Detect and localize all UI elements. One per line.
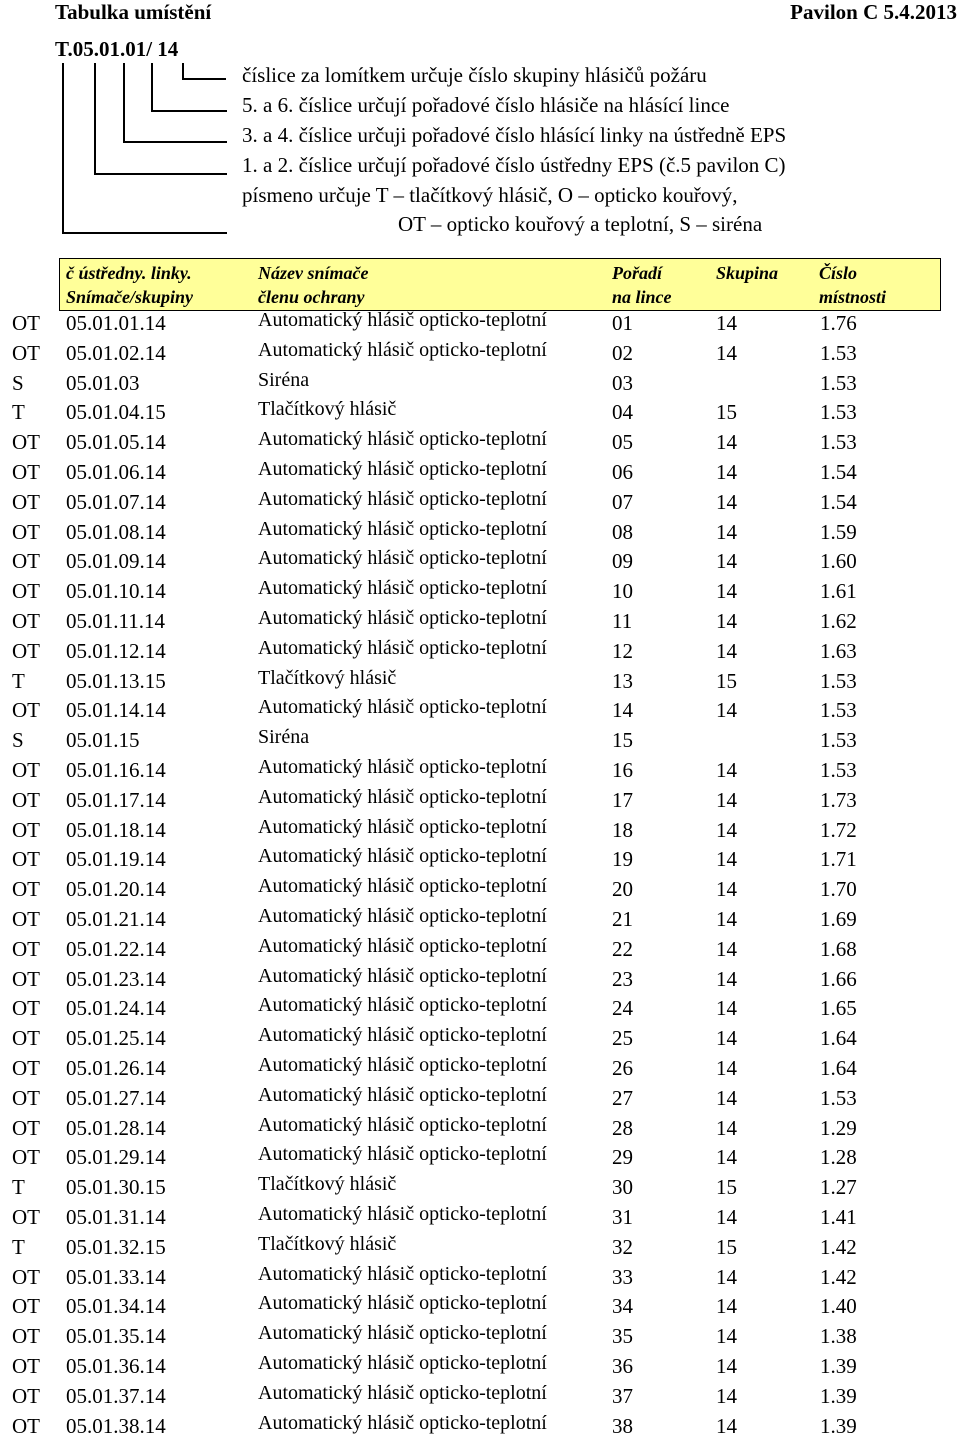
row-group: 14 — [716, 609, 737, 633]
row-room: 1.39 — [820, 1354, 857, 1378]
row-room: 1.53 — [820, 668, 857, 693]
row-name: Automatický hlásič opticko-teplotní — [258, 547, 547, 570]
row-room: 1.27 — [820, 1175, 857, 1200]
row-name: Automatický hlásič opticko-teplotní — [258, 309, 547, 331]
row-room: 1.63 — [820, 638, 857, 663]
row-type: T — [12, 1234, 25, 1259]
table-row — [0, 786, 960, 816]
bracket-line — [151, 110, 227, 112]
table-row — [0, 607, 960, 637]
row-room: 1.53 — [820, 698, 857, 723]
row-name: Automatický hlásič opticko-teplotní — [258, 1292, 547, 1315]
header-code-line1: č ústředny. linky. — [66, 263, 192, 283]
row-room: 1.39 — [820, 1413, 857, 1438]
row-order: 07 — [612, 489, 633, 514]
row-code: 05.01.15 — [66, 728, 140, 753]
row-type: OT — [12, 1056, 40, 1080]
row-name: Siréna — [258, 726, 310, 749]
row-order: 31 — [612, 1205, 633, 1229]
row-name: Automatický hlásič opticko-teplotní — [258, 845, 547, 868]
row-order: 11 — [612, 609, 633, 633]
row-name: Automatický hlásič opticko-teplotní — [258, 1411, 547, 1434]
legend-line: číslice za lomítkem určuje číslo skupiny hlásičů požáru — [242, 63, 707, 87]
document-title: Tabulka umístění — [55, 0, 212, 24]
table-row — [0, 1412, 960, 1442]
row-order: 35 — [612, 1324, 633, 1349]
row-name: Automatický hlásič opticko-teplotní — [258, 1262, 547, 1285]
table-row — [0, 935, 960, 965]
row-type: OT — [12, 1264, 40, 1289]
row-code: 05.01.28.14 — [66, 1115, 166, 1140]
row-group: 14 — [716, 638, 737, 663]
row-code: 05.01.32.15 — [66, 1234, 166, 1259]
table-row — [0, 1292, 960, 1322]
row-name: Automatický hlásič opticko-teplotní — [258, 785, 547, 808]
row-type: OT — [12, 966, 40, 991]
row-type: OT — [12, 579, 40, 604]
row-room: 1.73 — [820, 787, 857, 812]
row-code: 05.01.29.14 — [66, 1145, 166, 1170]
row-code: 05.01.04.15 — [66, 400, 166, 425]
row-order: 24 — [612, 996, 633, 1021]
row-type: OT — [12, 549, 40, 574]
table-row — [0, 1352, 960, 1382]
row-group: 14 — [716, 996, 737, 1021]
table-row — [0, 1173, 960, 1203]
row-group: 14 — [716, 1383, 737, 1408]
row-order: 10 — [612, 579, 633, 604]
row-name: Tlačítkový hlásič — [258, 666, 397, 689]
row-room: 1.53 — [820, 430, 857, 455]
row-code: 05.01.16.14 — [66, 758, 166, 782]
header-order-line2: na lince — [612, 287, 672, 307]
row-code: 05.01.19.14 — [66, 847, 166, 872]
row-room: 1.60 — [820, 549, 857, 574]
table-row — [0, 1084, 960, 1114]
row-code: 05.01.06.14 — [66, 460, 166, 484]
row-name: Automatický hlásič opticko-teplotní — [258, 517, 547, 540]
row-order: 17 — [612, 787, 633, 812]
row-room: 1.42 — [820, 1234, 857, 1259]
row-order: 08 — [612, 519, 633, 544]
row-order: 21 — [612, 907, 633, 931]
row-group: 14 — [716, 1085, 737, 1110]
row-type: OT — [12, 638, 40, 663]
row-code: 05.01.12.14 — [66, 638, 166, 663]
row-room: 1.54 — [820, 460, 857, 484]
bracket-line — [62, 232, 227, 234]
bracket-line — [123, 141, 227, 143]
row-code: 05.01.38.14 — [66, 1413, 166, 1438]
row-room: 1.68 — [820, 936, 857, 961]
row-group: 14 — [716, 1294, 737, 1319]
row-name: Automatický hlásič opticko-teplotní — [258, 1083, 547, 1106]
row-name: Automatický hlásič opticko-teplotní — [258, 994, 547, 1017]
row-type: T — [12, 1175, 25, 1200]
row-type: OT — [12, 877, 40, 902]
table-row — [0, 1024, 960, 1054]
row-name: Automatický hlásič opticko-teplotní — [258, 1143, 547, 1166]
row-type: OT — [12, 1115, 40, 1140]
row-group: 14 — [716, 340, 737, 365]
row-group: 14 — [716, 817, 737, 842]
table-row — [0, 875, 960, 905]
row-order: 01 — [612, 311, 633, 335]
row-code: 05.01.08.14 — [66, 519, 166, 544]
row-order: 22 — [612, 936, 633, 961]
row-order: 27 — [612, 1085, 633, 1110]
row-code: 05.01.03 — [66, 370, 140, 395]
row-group: 14 — [716, 1145, 737, 1170]
row-room: 1.54 — [820, 489, 857, 514]
row-name: Automatický hlásič opticko-teplotní — [258, 428, 547, 451]
table-row — [0, 309, 960, 339]
row-room: 1.65 — [820, 996, 857, 1021]
row-group: 14 — [716, 1354, 737, 1378]
row-name: Tlačítkový hlásič — [258, 398, 397, 421]
row-order: 36 — [612, 1354, 633, 1378]
bracket-line — [62, 63, 64, 234]
row-order: 20 — [612, 877, 633, 902]
row-name: Automatický hlásič opticko-teplotní — [258, 1113, 547, 1136]
row-type: OT — [12, 698, 40, 723]
row-name: Automatický hlásič opticko-teplotní — [258, 487, 547, 510]
row-code: 05.01.09.14 — [66, 549, 166, 574]
row-room: 1.53 — [820, 400, 857, 425]
row-room: 1.39 — [820, 1383, 857, 1408]
row-room: 1.41 — [820, 1205, 857, 1229]
row-code: 05.01.36.14 — [66, 1354, 166, 1378]
row-type: T — [12, 668, 25, 693]
table-row — [0, 1382, 960, 1412]
row-order: 14 — [612, 698, 633, 723]
row-room: 1.53 — [820, 758, 857, 782]
row-group: 14 — [716, 877, 737, 902]
row-order: 05 — [612, 430, 633, 455]
table-row — [0, 1203, 960, 1233]
row-type: OT — [12, 1026, 40, 1051]
row-group: 15 — [716, 400, 737, 425]
row-name: Siréna — [258, 368, 310, 391]
row-name: Automatický hlásič opticko-teplotní — [258, 875, 547, 898]
row-room: 1.40 — [820, 1294, 857, 1319]
table-row — [0, 816, 960, 846]
row-code: 05.01.27.14 — [66, 1085, 166, 1110]
row-order: 18 — [612, 817, 633, 842]
row-type: OT — [12, 1145, 40, 1170]
row-group: 14 — [716, 311, 737, 335]
row-order: 23 — [612, 966, 633, 991]
row-order: 09 — [612, 549, 633, 574]
row-order: 34 — [612, 1294, 633, 1319]
legend-line: OT – opticko kouřový a teplotní, S – siréna — [398, 212, 763, 236]
row-order: 19 — [612, 847, 633, 872]
row-group: 14 — [716, 1026, 737, 1051]
table-header — [59, 258, 941, 311]
row-room: 1.42 — [820, 1264, 857, 1289]
row-code: 05.01.07.14 — [66, 489, 166, 514]
row-code: 05.01.35.14 — [66, 1324, 166, 1349]
row-group: 14 — [716, 758, 737, 782]
row-type: OT — [12, 1085, 40, 1110]
row-room: 1.69 — [820, 907, 857, 931]
row-room: 1.71 — [820, 847, 857, 872]
bracket-line — [123, 63, 125, 143]
table-row — [0, 398, 960, 428]
table-row — [0, 369, 960, 399]
row-name: Automatický hlásič opticko-teplotní — [258, 1024, 547, 1047]
row-name: Automatický hlásič opticko-teplotní — [258, 458, 547, 480]
row-room: 1.53 — [820, 1085, 857, 1110]
row-name: Automatický hlásič opticko-teplotní — [258, 338, 547, 361]
row-name: Tlačítkový hlásič — [258, 1232, 397, 1255]
row-group: 14 — [716, 1324, 737, 1349]
row-type: OT — [12, 787, 40, 812]
row-code: 05.01.22.14 — [66, 936, 166, 961]
row-order: 32 — [612, 1234, 633, 1259]
row-group: 15 — [716, 1234, 737, 1259]
row-type: OT — [12, 1324, 40, 1349]
row-type: OT — [12, 1383, 40, 1408]
table-row — [0, 965, 960, 995]
row-group: 14 — [716, 460, 737, 484]
row-type: OT — [12, 1413, 40, 1438]
table-row — [0, 1114, 960, 1144]
table-row — [0, 637, 960, 667]
bracket-line — [151, 63, 153, 112]
row-type: OT — [12, 817, 40, 842]
row-type: OT — [12, 340, 40, 365]
header-code-line2: Snímače/skupiny — [66, 287, 194, 307]
row-room: 1.72 — [820, 817, 857, 842]
row-code: 05.01.30.15 — [66, 1175, 166, 1200]
row-type: OT — [12, 489, 40, 514]
row-order: 33 — [612, 1264, 633, 1289]
row-type: OT — [12, 1294, 40, 1319]
row-room: 1.53 — [820, 370, 857, 395]
row-type: OT — [12, 996, 40, 1021]
row-type: OT — [12, 847, 40, 872]
row-order: 06 — [612, 460, 633, 484]
row-code: 05.01.10.14 — [66, 579, 166, 604]
row-name: Automatický hlásič opticko-teplotní — [258, 905, 547, 927]
row-code: 05.01.25.14 — [66, 1026, 166, 1051]
row-type: OT — [12, 1205, 40, 1229]
row-type: OT — [12, 311, 40, 335]
row-code: 05.01.17.14 — [66, 787, 166, 812]
row-group: 14 — [716, 698, 737, 723]
row-name: Automatický hlásič opticko-teplotní — [258, 815, 547, 838]
row-order: 13 — [612, 668, 633, 693]
row-group: 14 — [716, 847, 737, 872]
row-name: Automatický hlásič opticko-teplotní — [258, 607, 547, 629]
header-room-line2: místnosti — [819, 287, 887, 307]
row-name: Automatický hlásič opticko-teplotní — [258, 577, 547, 600]
table-row — [0, 726, 960, 756]
row-code: 05.01.05.14 — [66, 430, 166, 455]
code-format-title: T.05.01.01/ 14 — [55, 37, 179, 61]
table-row — [0, 905, 960, 935]
row-group: 14 — [716, 966, 737, 991]
table-row — [0, 1233, 960, 1263]
document-subtitle: Pavilon C 5.4.2013 — [790, 0, 957, 24]
header-group: Skupina — [716, 263, 779, 283]
table-row — [0, 696, 960, 726]
row-order: 12 — [612, 638, 633, 663]
row-room: 1.53 — [820, 340, 857, 365]
row-group: 14 — [716, 936, 737, 961]
row-name: Automatický hlásič opticko-teplotní — [258, 934, 547, 957]
header-order-line1: Pořadí — [612, 263, 663, 283]
row-group: 15 — [716, 668, 737, 693]
row-order: 28 — [612, 1115, 633, 1140]
row-type: OT — [12, 1354, 40, 1378]
row-name: Automatický hlásič opticko-teplotní — [258, 636, 547, 659]
row-type: T — [12, 400, 25, 425]
row-type: S — [12, 370, 24, 395]
row-room: 1.64 — [820, 1026, 857, 1051]
row-name: Automatický hlásič opticko-teplotní — [258, 696, 547, 719]
row-room: 1.70 — [820, 877, 857, 902]
header-room-line1: Číslo — [819, 263, 858, 283]
row-order: 25 — [612, 1026, 633, 1051]
legend-line: 3. a 4. číslice určuji pořadové číslo hlásící linky na ústředně EPS — [242, 123, 787, 147]
row-group: 14 — [716, 430, 737, 455]
table-row — [0, 458, 960, 488]
row-name: Automatický hlásič opticko-teplotní — [258, 1322, 547, 1345]
row-order: 04 — [612, 400, 633, 425]
row-group: 14 — [716, 1413, 737, 1438]
row-room: 1.76 — [820, 311, 857, 335]
row-room: 1.62 — [820, 609, 857, 633]
row-type: OT — [12, 936, 40, 961]
table-row — [0, 667, 960, 697]
row-type: OT — [12, 907, 40, 931]
row-code: 05.01.26.14 — [66, 1056, 166, 1080]
row-order: 26 — [612, 1056, 633, 1080]
header-name-line2: členu ochrany — [258, 287, 365, 307]
row-group: 14 — [716, 1115, 737, 1140]
row-code: 05.01.31.14 — [66, 1205, 166, 1229]
row-code: 05.01.34.14 — [66, 1294, 166, 1319]
table-row — [0, 994, 960, 1024]
row-order: 30 — [612, 1175, 633, 1200]
row-type: OT — [12, 609, 40, 633]
row-group: 15 — [716, 1175, 737, 1200]
table-row — [0, 1143, 960, 1173]
legend-line: 5. a 6. číslice určují pořadové číslo hlásiče na hlásící lince — [242, 93, 730, 117]
row-code: 05.01.02.14 — [66, 340, 166, 365]
legend-line: písmeno určuje T – tlačítkový hlásič, O – opticko kouřový, — [242, 183, 738, 207]
row-room: 1.66 — [820, 966, 857, 991]
row-order: 15 — [612, 728, 633, 753]
row-type: OT — [12, 460, 40, 484]
table-row — [0, 339, 960, 369]
row-code: 05.01.13.15 — [66, 668, 166, 693]
row-code: 05.01.18.14 — [66, 817, 166, 842]
row-group: 14 — [716, 549, 737, 574]
header-name-line1: Název snímače — [258, 263, 369, 283]
table-row — [0, 1263, 960, 1293]
table-row — [0, 756, 960, 786]
row-type: OT — [12, 519, 40, 544]
row-code: 05.01.23.14 — [66, 966, 166, 991]
row-code: 05.01.01.14 — [66, 311, 166, 335]
table-row — [0, 845, 960, 875]
row-code: 05.01.14.14 — [66, 698, 166, 723]
row-group: 14 — [716, 1264, 737, 1289]
row-code: 05.01.11.14 — [66, 609, 165, 633]
table-row — [0, 1054, 960, 1084]
row-order: 02 — [612, 340, 633, 365]
row-name: Automatický hlásič opticko-teplotní — [258, 964, 547, 987]
row-group: 14 — [716, 787, 737, 812]
bracket-line — [94, 63, 96, 175]
row-name: Automatický hlásič opticko-teplotní — [258, 756, 547, 778]
row-order: 37 — [612, 1383, 633, 1408]
row-group: 14 — [716, 489, 737, 514]
row-code: 05.01.24.14 — [66, 996, 166, 1021]
row-room: 1.59 — [820, 519, 857, 544]
row-order: 38 — [612, 1413, 633, 1438]
row-order: 29 — [612, 1145, 633, 1170]
bracket-line — [182, 78, 226, 80]
row-group: 14 — [716, 579, 737, 604]
table-row — [0, 488, 960, 518]
row-type: S — [12, 728, 24, 753]
row-room: 1.28 — [820, 1145, 857, 1170]
table-row — [0, 1322, 960, 1352]
row-room: 1.38 — [820, 1324, 857, 1349]
legend-line: 1. a 2. číslice určují pořadové číslo ústředny EPS (č.5 pavilon C) — [242, 153, 786, 177]
row-name: Tlačítkový hlásič — [258, 1173, 397, 1196]
row-name: Automatický hlásič opticko-teplotní — [258, 1352, 547, 1374]
row-type: OT — [12, 430, 40, 455]
row-code: 05.01.37.14 — [66, 1383, 166, 1408]
row-order: 16 — [612, 758, 633, 782]
bracket-line — [94, 173, 227, 175]
row-group: 14 — [716, 519, 737, 544]
row-room: 1.53 — [820, 728, 857, 753]
row-room: 1.61 — [820, 579, 857, 604]
row-type: OT — [12, 758, 40, 782]
row-room: 1.64 — [820, 1056, 857, 1080]
table-row — [0, 518, 960, 548]
table-row — [0, 428, 960, 458]
row-group: 14 — [716, 1056, 737, 1080]
row-name: Automatický hlásič opticko-teplotní — [258, 1054, 547, 1076]
table-row — [0, 547, 960, 577]
row-code: 05.01.20.14 — [66, 877, 166, 902]
row-room: 1.29 — [820, 1115, 857, 1140]
row-group: 14 — [716, 907, 737, 931]
row-code: 05.01.33.14 — [66, 1264, 166, 1289]
table-row — [0, 577, 960, 607]
row-name: Automatický hlásič opticko-teplotní — [258, 1381, 547, 1404]
row-name: Automatický hlásič opticko-teplotní — [258, 1203, 547, 1225]
row-code: 05.01.21.14 — [66, 907, 166, 931]
row-order: 03 — [612, 370, 633, 395]
row-group: 14 — [716, 1205, 737, 1229]
